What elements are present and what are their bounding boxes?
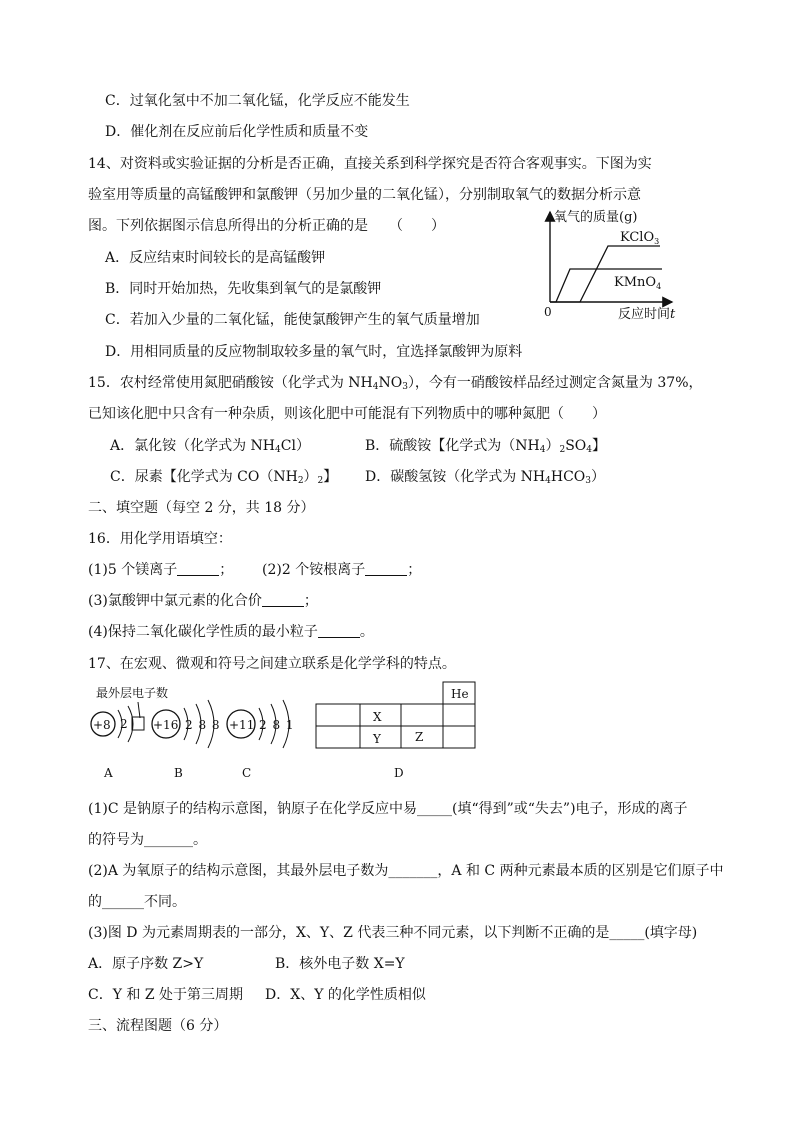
q16-stem: 16．用化学用语填空：	[88, 531, 232, 547]
q16-part3: (3)氯酸钾中氯元素的化合价 ；	[88, 593, 318, 609]
fig-label-a: A	[104, 766, 113, 780]
q15-option-b: B．硫酸铵【化学式为$(NH_4)_2SO_4$】	[365, 438, 607, 455]
q15-option-a: A．氯化铵（化学式为 $NH_4Cl$）	[110, 438, 310, 455]
q14-stem-line2: 验室用等质量的高锰酸钾和氯酸钾（另加少量的二氧化锰），分别制取氧气的数据分析示意	[88, 187, 641, 203]
atom-c-charge: +11	[229, 718, 255, 732]
kclo3-label: KClO$_3$	[620, 230, 660, 246]
q15-stem-line1: 15．农村经常使用氮肥硝酸铵（化学式为 $NH_4NO_3$），今有一硝酸铵样品经过测定含氮量为 37%，	[88, 375, 703, 392]
q15-stem-line2: 已知该化肥中只含有一种杂质，则该化肥中可能混有下列物质中的哪种氮肥（ ）	[88, 406, 606, 422]
atomic-structure-figure	[84, 680, 494, 782]
q17-part2-line1: (2)A 为氧原子的结构示意图，其最外层电子数为_______，A 和 C 两种元素最本质的区别是它们原子中	[88, 863, 724, 879]
q17-option-a: A．原子序数 Z>Y	[88, 956, 204, 972]
oxygen-mass-graph	[538, 206, 688, 322]
q14-option-d: D．用相同质量的反应物制取较多量的氧气时，宜选择氯酸钾为原料	[105, 344, 523, 360]
section2-title: 二、填空题（每空 2 分，共 18 分）	[88, 500, 315, 516]
fig-label-d: D	[394, 766, 404, 780]
graph-origin: 0	[544, 305, 552, 319]
q17-part1-line2: 的符号为_______。	[88, 832, 207, 848]
section3-title: 三、流程图题（6 分）	[88, 1018, 228, 1034]
q16-part4: (4)保持二氧化碳化学性质的最小粒子 。	[88, 624, 374, 640]
q17-option-d: D．X、Y 的化学性质相似	[265, 987, 426, 1003]
atom-a-outer-box	[132, 717, 144, 730]
kclo3-curve	[550, 246, 660, 302]
q16-blank2[interactable]	[365, 562, 407, 576]
atom-a-charge: +8	[93, 718, 111, 732]
q17-option-b: B．核外电子数 X=Y	[275, 956, 405, 972]
q16-part2: (2)2 个铵根离子 ；	[262, 562, 422, 578]
q16-blank3[interactable]	[262, 593, 304, 607]
q14-option-b: B．同时开始加热，先收集到氧气的是氯酸钾	[105, 281, 382, 297]
q17-option-c: C．Y 和 Z 处于第三周期	[88, 987, 244, 1003]
periodic-z: Z	[415, 730, 424, 744]
q16-blank4[interactable]	[318, 624, 360, 638]
q14-stem-line1: 14、对资料或实验证据的分析是否正确，直接关系到科学探究是否符合客观事实。下图为实	[88, 156, 652, 172]
periodic-he: He	[451, 687, 469, 701]
q17-stem: 17、在宏观、微观和符号之间建立联系是化学学科的特点。	[88, 656, 456, 672]
kmno4-label: KMnO$_4$	[614, 275, 662, 291]
q14-stem-line3: 图。下列依据图示信息所得出的分析正确的是 （ ）	[88, 218, 445, 234]
fig-label-c: C	[242, 766, 252, 780]
fig-label-b: B	[174, 766, 183, 780]
periodic-x: X	[373, 710, 382, 724]
graph-x-label: 反应时间t	[618, 307, 676, 322]
q17-part3: (3)图 D 为元素周期表的一部分，X、Y、Z 代表三种不同元素，以下判断不正确的是_____(填字母)	[88, 925, 698, 941]
q14-option-a: A．反应结束时间较长的是高锰酸钾	[105, 250, 326, 266]
q16-blank1[interactable]	[177, 562, 219, 576]
atom-b-shells: 2 8 8	[185, 718, 221, 732]
q15-option-d: D．碳酸氢铵（化学式为 $NH_4HCO_3$）	[365, 469, 606, 486]
q17-part2-line2: 的______不同。	[88, 894, 186, 910]
atom-a-shell1: 2	[120, 717, 128, 731]
q14-option-c: C．若加入少量的二氧化锰，能使氯酸钾产生的氧气质量增加	[105, 312, 480, 328]
q13-option-d: D．催化剂在反应前后化学性质和质量不变	[105, 124, 369, 140]
q15-option-c: C．尿素【化学式为 $CO(NH_2)_2$】	[110, 469, 338, 486]
outer-electron-label: 最外层电子数	[96, 686, 169, 700]
graph-y-label: 氧气的质量(g)	[554, 210, 638, 225]
periodic-y: Y	[373, 732, 381, 746]
q17-part1-line1: (1)C 是钠原子的结构示意图，钠原子在化学反应中易_____(填“得到”或“失去”)电子，形成的离子	[88, 801, 688, 817]
q16-part1: (1)5 个镁离子 ；	[88, 562, 234, 578]
atom-c-shells: 2 8 1	[259, 718, 295, 732]
q13-option-c: C．过氧化氢中不加二氧化锰，化学反应不能发生	[105, 93, 410, 109]
atom-b-charge: +16	[153, 718, 179, 732]
